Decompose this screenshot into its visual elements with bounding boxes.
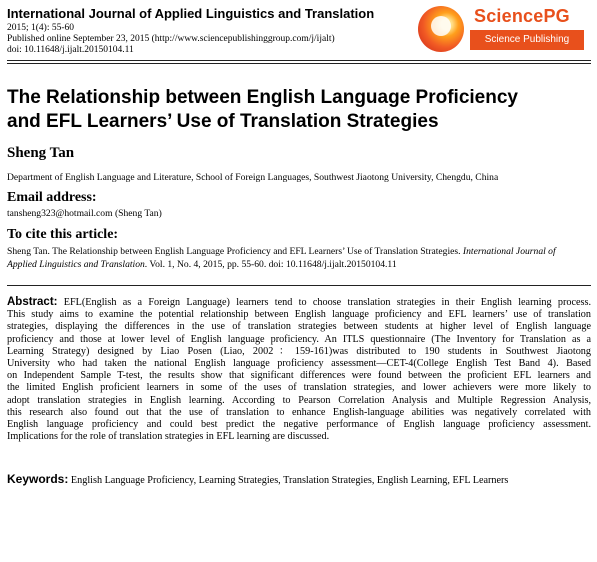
author-name: Sheng Tan bbox=[7, 145, 75, 161]
citation-details: . Vol. 1, No. 4, 2015, pp. 55-60. doi: 10.11648/j.ijalt.20150104.11 bbox=[144, 259, 397, 270]
abstract-line: Implications for the role of translation strategies in EFL learning are discussed. bbox=[7, 431, 330, 443]
logo-emblem-icon bbox=[418, 6, 464, 52]
abstract-line: the limited English proficient learners in some of the uses of translation strategies, and lower achievers were more likely to bbox=[7, 382, 591, 394]
email-heading: Email address: bbox=[7, 190, 97, 205]
abstract-line: This study aims to examine the potential relationship between English language proficiency and EFL learners’ use of translation bbox=[7, 309, 591, 321]
abstract-line: proficiency and those at lower level of English language proficiency. An ITLS questionnaire (The Inventory for Translation as a bbox=[7, 333, 591, 345]
citation-line-1 bbox=[7, 245, 591, 258]
logo-subtitle: Science Publishing bbox=[470, 30, 584, 50]
keywords-text: English Language Proficiency, Learning Strategies, Translation Strategies, English Learning, EFL Learners bbox=[70, 475, 509, 486]
citation bbox=[7, 245, 591, 271]
abstract bbox=[7, 296, 591, 443]
keywords-label: Keywords: bbox=[7, 472, 69, 486]
abstract-rule bbox=[7, 285, 591, 286]
keywords bbox=[7, 472, 508, 486]
citation-text: Sheng Tan. The Relationship between English Language Proficiency and EFL Learners’ Use of Translation Strategies. bbox=[7, 246, 463, 257]
header-doi: doi: 10.11648/j.ijalt.20150104.11 bbox=[7, 45, 134, 55]
logo-name: SciencePG bbox=[474, 6, 570, 26]
cite-heading: To cite this article: bbox=[7, 227, 119, 242]
paper-title bbox=[7, 86, 591, 134]
published-info: Published online September 23, 2015 (http://www.sciencepublishinggroup.com/j/ijalt) bbox=[7, 34, 335, 44]
affiliation: Department of English Language and Literature, School of Foreign Languages, Southwest Jiaotong University, Chengdu, China bbox=[7, 172, 499, 183]
abstract-label: Abstract: bbox=[7, 296, 58, 308]
citation-journal-part2: Applied Linguistics and Translation bbox=[7, 259, 145, 270]
abstract-line: University who had taken the national English language proficiency assessment—CET-4(College English Test Band 4). Based bbox=[7, 358, 591, 370]
title-line-1: The Relationship between English Language Proficiency bbox=[7, 87, 518, 108]
sciencepg-logo bbox=[418, 4, 590, 56]
header-rule-2 bbox=[7, 63, 591, 64]
abstract-line: this research also found out that the use of translation to enhance English-language abilities was negatively correlated with bbox=[7, 406, 591, 418]
abstract-line: English language proficiency and could best predict the negative performance of English language proficiency assessment. bbox=[7, 419, 591, 431]
title-line-2: and EFL Learners’ Use of Translation Strategies bbox=[7, 111, 439, 132]
abstract-line: strategies, displaying the differences in the use of translation strategies between students at higher level of English language bbox=[7, 321, 591, 333]
abstract-line: adopt translation strategies in English learning. According to Pearson Correlation Analysis and Multiple Regression Analysis, bbox=[7, 394, 591, 406]
citation-journal-part1: International Journal of bbox=[462, 246, 556, 257]
abstract-line: on Independent Sample T-test, the results show that significant differences were found between the proficient EFL learners and bbox=[7, 370, 591, 382]
issue-info: 2015; 1(4): 55-60 bbox=[7, 23, 75, 33]
abstract-line: Learning Strategy) designed by Liao Posen (Liao, 2002：159-161)was distributed to 190 students in Southwest Jiaotong bbox=[7, 345, 591, 357]
email-link[interactable]: tansheng323@hotmail.com (Sheng Tan) bbox=[7, 208, 162, 219]
header-rule bbox=[7, 60, 591, 61]
abstract-line: Abstract: EFL(English as a Foreign Language) learners tend to choose translation strategies in their English learning process. bbox=[7, 296, 591, 308]
journal-title: International Journal of Applied Linguistics and Translation bbox=[7, 6, 375, 21]
citation-line-2 bbox=[7, 258, 591, 271]
